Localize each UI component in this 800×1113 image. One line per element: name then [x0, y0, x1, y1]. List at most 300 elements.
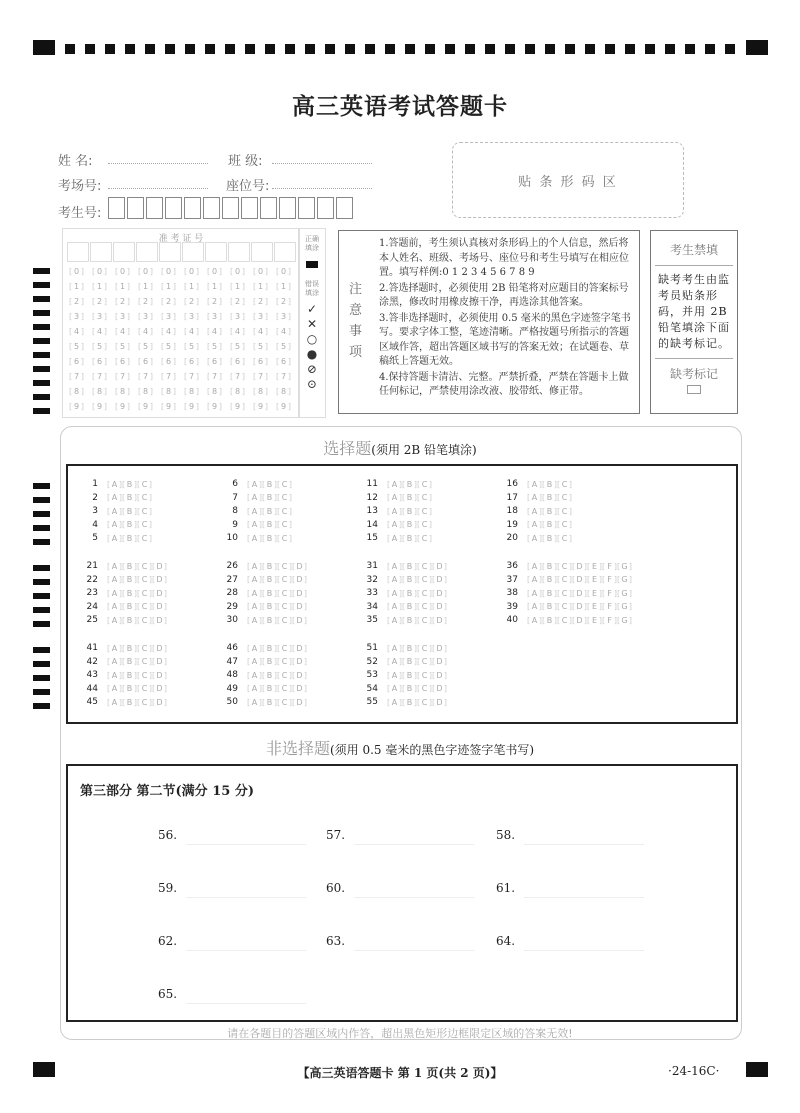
admission-digit-bubble[interactable]: [ 5 ] — [70, 342, 83, 352]
admission-digit-bubble[interactable]: [ 6 ] — [116, 357, 129, 367]
answer-option-bubble[interactable]: [ C ] — [278, 684, 291, 694]
answer-option-bubble[interactable]: [ A ] — [108, 493, 121, 503]
answer-option-bubble[interactable]: [ F ] — [603, 562, 616, 572]
admission-digit-bubble[interactable]: [ 9 ] — [116, 402, 129, 412]
answer-option-bubble[interactable]: [ C ] — [418, 562, 431, 572]
answer-option-bubble[interactable]: [ C ] — [278, 480, 291, 490]
admission-digit-bubble[interactable]: [ 5 ] — [231, 342, 244, 352]
answer-option-bubble[interactable]: [ A ] — [248, 562, 261, 572]
answer-option-bubble[interactable]: [ D ] — [433, 562, 446, 572]
answer-option-bubble[interactable]: [ C ] — [418, 616, 431, 626]
answer-option-bubble[interactable]: [ A ] — [248, 684, 261, 694]
admission-digit-bubble[interactable]: [ 5 ] — [208, 342, 221, 352]
fill-answer-line[interactable] — [354, 950, 474, 951]
answer-option-bubble[interactable]: [ A ] — [248, 589, 261, 599]
answer-option-bubble[interactable]: [ B ] — [123, 616, 136, 626]
answer-option-bubble[interactable]: [ B ] — [263, 493, 276, 503]
fill-answer-line[interactable] — [524, 950, 644, 951]
admission-digit-bubble[interactable]: [ 0 ] — [277, 267, 290, 277]
answer-option-bubble[interactable]: [ A ] — [528, 507, 541, 517]
admission-digit-bubble[interactable]: [ 6 ] — [231, 357, 244, 367]
answer-option-bubble[interactable]: [ D ] — [153, 657, 166, 667]
admission-digit-bubble[interactable]: [ 3 ] — [185, 312, 198, 322]
admission-digit-bubble[interactable]: [ 0 ] — [208, 267, 221, 277]
answer-option-bubble[interactable]: [ A ] — [388, 671, 401, 681]
answer-option-bubble[interactable]: [ F ] — [603, 589, 616, 599]
admission-digit-bubble[interactable]: [ 3 ] — [93, 312, 106, 322]
admission-digit-bubble[interactable]: [ 6 ] — [70, 357, 83, 367]
answer-option-bubble[interactable]: [ A ] — [388, 562, 401, 572]
answer-option-bubble[interactable]: [ A ] — [248, 575, 261, 585]
answer-option-bubble[interactable]: [ C ] — [418, 684, 431, 694]
admission-digit-bubble[interactable]: [ 4 ] — [185, 327, 198, 337]
answer-option-bubble[interactable]: [ B ] — [123, 507, 136, 517]
answer-option-bubble[interactable]: [ C ] — [278, 507, 291, 517]
admission-digit-bubble[interactable]: [ 5 ] — [93, 342, 106, 352]
answer-option-bubble[interactable]: [ A ] — [388, 480, 401, 490]
answer-option-bubble[interactable]: [ E ] — [588, 602, 601, 612]
answer-option-bubble[interactable]: [ B ] — [123, 602, 136, 612]
answer-option-bubble[interactable]: [ A ] — [388, 644, 401, 654]
answer-option-bubble[interactable]: [ C ] — [138, 534, 151, 544]
answer-option-bubble[interactable]: [ D ] — [293, 616, 306, 626]
answer-option-bubble[interactable]: [ C ] — [418, 644, 431, 654]
answer-option-bubble[interactable]: [ A ] — [248, 480, 261, 490]
answer-option-bubble[interactable]: [ G ] — [618, 562, 631, 572]
admission-digit-bubble[interactable]: [ 8 ] — [162, 387, 175, 397]
admission-digit-bubble[interactable]: [ 2 ] — [277, 297, 290, 307]
answer-option-bubble[interactable]: [ C ] — [138, 684, 151, 694]
answer-option-bubble[interactable]: [ D ] — [153, 575, 166, 585]
answer-option-bubble[interactable]: [ B ] — [263, 562, 276, 572]
answer-option-bubble[interactable]: [ A ] — [388, 493, 401, 503]
answer-option-bubble[interactable]: [ C ] — [138, 520, 151, 530]
answer-option-bubble[interactable]: [ C ] — [418, 698, 431, 708]
answer-option-bubble[interactable]: [ C ] — [418, 575, 431, 585]
absent-mark-bubble[interactable] — [687, 385, 701, 394]
answer-option-bubble[interactable]: [ A ] — [248, 698, 261, 708]
admission-digit-bubble[interactable]: [ 6 ] — [208, 357, 221, 367]
admission-digit-bubble[interactable]: [ 4 ] — [231, 327, 244, 337]
admission-digit-bubble[interactable]: [ 2 ] — [93, 297, 106, 307]
admission-digit-bubble[interactable]: [ 4 ] — [162, 327, 175, 337]
answer-option-bubble[interactable]: [ C ] — [558, 493, 571, 503]
answer-option-bubble[interactable]: [ A ] — [108, 575, 121, 585]
answer-option-bubble[interactable]: [ D ] — [433, 684, 446, 694]
answer-option-bubble[interactable]: [ D ] — [153, 616, 166, 626]
answer-option-bubble[interactable]: [ C ] — [278, 575, 291, 585]
answer-option-bubble[interactable]: [ C ] — [138, 671, 151, 681]
answer-option-bubble[interactable]: [ D ] — [573, 589, 586, 599]
answer-option-bubble[interactable]: [ D ] — [153, 671, 166, 681]
admission-digit-bubble[interactable]: [ 3 ] — [116, 312, 129, 322]
answer-option-bubble[interactable]: [ D ] — [153, 602, 166, 612]
admission-digit-bubble[interactable]: [ 7 ] — [139, 372, 152, 382]
answer-option-bubble[interactable]: [ C ] — [558, 520, 571, 530]
fill-answer-line[interactable] — [186, 844, 306, 845]
answer-option-bubble[interactable]: [ B ] — [263, 480, 276, 490]
answer-option-bubble[interactable]: [ D ] — [153, 589, 166, 599]
answer-option-bubble[interactable]: [ A ] — [528, 616, 541, 626]
answer-option-bubble[interactable]: [ B ] — [403, 602, 416, 612]
answer-option-bubble[interactable]: [ D ] — [293, 644, 306, 654]
answer-option-bubble[interactable]: [ C ] — [558, 534, 571, 544]
answer-option-bubble[interactable]: [ E ] — [588, 562, 601, 572]
exam-number-digit-box[interactable] — [127, 197, 144, 219]
exam-number-digit-box[interactable] — [317, 197, 334, 219]
exam-number-digit-box[interactable] — [222, 197, 239, 219]
admission-digit-bubble[interactable]: [ 5 ] — [185, 342, 198, 352]
answer-option-bubble[interactable]: [ B ] — [403, 644, 416, 654]
answer-option-bubble[interactable]: [ A ] — [108, 562, 121, 572]
admission-digit-bubble[interactable]: [ 1 ] — [277, 282, 290, 292]
answer-option-bubble[interactable]: [ D ] — [433, 698, 446, 708]
admission-digit-bubble[interactable]: [ 9 ] — [231, 402, 244, 412]
answer-option-bubble[interactable]: [ C ] — [418, 589, 431, 599]
admission-digit-bubble[interactable]: [ 7 ] — [231, 372, 244, 382]
answer-option-bubble[interactable]: [ C ] — [138, 562, 151, 572]
answer-option-bubble[interactable]: [ B ] — [263, 575, 276, 585]
admission-write-box[interactable] — [113, 242, 135, 262]
admission-digit-bubble[interactable]: [ 7 ] — [277, 372, 290, 382]
answer-option-bubble[interactable]: [ B ] — [263, 671, 276, 681]
answer-option-bubble[interactable]: [ C ] — [558, 602, 571, 612]
admission-digit-bubble[interactable]: [ 2 ] — [185, 297, 198, 307]
exam-number-digit-box[interactable] — [279, 197, 296, 219]
admission-digit-bubble[interactable]: [ 4 ] — [208, 327, 221, 337]
admission-digit-bubble[interactable]: [ 1 ] — [93, 282, 106, 292]
answer-option-bubble[interactable]: [ B ] — [123, 644, 136, 654]
admission-digit-bubble[interactable]: [ 7 ] — [70, 372, 83, 382]
fill-answer-line[interactable] — [524, 897, 644, 898]
answer-option-bubble[interactable]: [ D ] — [153, 562, 166, 572]
answer-option-bubble[interactable]: [ B ] — [403, 520, 416, 530]
answer-option-bubble[interactable]: [ A ] — [108, 534, 121, 544]
answer-option-bubble[interactable]: [ B ] — [263, 616, 276, 626]
answer-option-bubble[interactable]: [ B ] — [123, 534, 136, 544]
exam-number-boxes[interactable] — [108, 197, 358, 219]
answer-option-bubble[interactable]: [ F ] — [603, 616, 616, 626]
answer-option-bubble[interactable]: [ A ] — [528, 589, 541, 599]
answer-option-bubble[interactable]: [ A ] — [388, 575, 401, 585]
admission-digit-bubble[interactable]: [ 8 ] — [70, 387, 83, 397]
admission-digit-bubble[interactable]: [ 2 ] — [162, 297, 175, 307]
admission-digit-bubble[interactable]: [ 1 ] — [254, 282, 267, 292]
exam-number-digit-box[interactable] — [108, 197, 125, 219]
answer-option-bubble[interactable]: [ A ] — [108, 616, 121, 626]
answer-option-bubble[interactable]: [ A ] — [528, 480, 541, 490]
exam-number-digit-box[interactable] — [184, 197, 201, 219]
fill-answer-line[interactable] — [186, 897, 306, 898]
admission-write-box[interactable] — [274, 242, 296, 262]
answer-option-bubble[interactable]: [ C ] — [138, 602, 151, 612]
answer-option-bubble[interactable]: [ A ] — [528, 562, 541, 572]
answer-option-bubble[interactable]: [ A ] — [248, 507, 261, 517]
admission-digit-bubble[interactable]: [ 1 ] — [116, 282, 129, 292]
answer-option-bubble[interactable]: [ D ] — [293, 671, 306, 681]
answer-option-bubble[interactable]: [ B ] — [403, 562, 416, 572]
admission-digit-bubble[interactable]: [ 0 ] — [70, 267, 83, 277]
answer-option-bubble[interactable]: [ B ] — [263, 507, 276, 517]
answer-option-bubble[interactable]: [ B ] — [543, 602, 556, 612]
answer-option-bubble[interactable]: [ B ] — [263, 684, 276, 694]
admission-digit-bubble[interactable]: [ 7 ] — [162, 372, 175, 382]
answer-option-bubble[interactable]: [ A ] — [108, 657, 121, 667]
answer-option-bubble[interactable]: [ B ] — [123, 480, 136, 490]
answer-option-bubble[interactable]: [ B ] — [403, 575, 416, 585]
answer-option-bubble[interactable]: [ C ] — [138, 575, 151, 585]
answer-option-bubble[interactable]: [ C ] — [418, 493, 431, 503]
answer-option-bubble[interactable]: [ D ] — [153, 698, 166, 708]
answer-option-bubble[interactable]: [ C ] — [278, 671, 291, 681]
answer-option-bubble[interactable]: [ C ] — [418, 671, 431, 681]
answer-option-bubble[interactable]: [ B ] — [263, 520, 276, 530]
admission-digit-bubble[interactable]: [ 1 ] — [139, 282, 152, 292]
admission-digit-bubble[interactable]: [ 3 ] — [70, 312, 83, 322]
answer-option-bubble[interactable]: [ B ] — [403, 507, 416, 517]
exam-number-digit-box[interactable] — [260, 197, 277, 219]
answer-option-bubble[interactable]: [ B ] — [263, 589, 276, 599]
answer-option-bubble[interactable]: [ D ] — [293, 589, 306, 599]
admission-write-box[interactable] — [228, 242, 250, 262]
admission-digit-bubble[interactable]: [ 9 ] — [277, 402, 290, 412]
answer-option-bubble[interactable]: [ C ] — [278, 698, 291, 708]
admission-write-box[interactable] — [136, 242, 158, 262]
answer-option-bubble[interactable]: [ A ] — [388, 602, 401, 612]
admission-digit-bubble[interactable]: [ 5 ] — [139, 342, 152, 352]
answer-option-bubble[interactable]: [ D ] — [433, 602, 446, 612]
nonchoice-answer-area[interactable] — [66, 764, 738, 1022]
admission-digit-bubble[interactable]: [ 8 ] — [208, 387, 221, 397]
admission-digit-bubble[interactable]: [ 0 ] — [93, 267, 106, 277]
admission-digit-bubble[interactable]: [ 6 ] — [185, 357, 198, 367]
answer-option-bubble[interactable]: [ B ] — [543, 562, 556, 572]
admission-digit-bubble[interactable]: [ 0 ] — [139, 267, 152, 277]
admission-digit-bubble[interactable]: [ 9 ] — [93, 402, 106, 412]
answer-option-bubble[interactable]: [ D ] — [433, 657, 446, 667]
answer-option-bubble[interactable]: [ E ] — [588, 575, 601, 585]
admission-write-box[interactable] — [90, 242, 112, 262]
admission-digit-bubble[interactable]: [ 0 ] — [116, 267, 129, 277]
answer-option-bubble[interactable]: [ C ] — [418, 480, 431, 490]
admission-digit-bubble[interactable]: [ 4 ] — [139, 327, 152, 337]
answer-option-bubble[interactable]: [ A ] — [528, 493, 541, 503]
answer-option-bubble[interactable]: [ C ] — [418, 534, 431, 544]
answer-option-bubble[interactable]: [ C ] — [558, 507, 571, 517]
admission-digit-bubble[interactable]: [ 2 ] — [208, 297, 221, 307]
answer-option-bubble[interactable]: [ A ] — [108, 507, 121, 517]
admission-digit-bubble[interactable]: [ 4 ] — [93, 327, 106, 337]
answer-option-bubble[interactable]: [ D ] — [433, 589, 446, 599]
admission-digit-bubble[interactable]: [ 4 ] — [116, 327, 129, 337]
answer-option-bubble[interactable]: [ B ] — [543, 616, 556, 626]
admission-digit-bubble[interactable]: [ 3 ] — [231, 312, 244, 322]
answer-option-bubble[interactable]: [ B ] — [543, 534, 556, 544]
answer-option-bubble[interactable]: [ B ] — [263, 657, 276, 667]
admission-digit-bubble[interactable]: [ 5 ] — [254, 342, 267, 352]
admission-digit-bubble[interactable]: [ 6 ] — [139, 357, 152, 367]
exam-number-digit-box[interactable] — [165, 197, 182, 219]
answer-option-bubble[interactable]: [ D ] — [573, 602, 586, 612]
answer-option-bubble[interactable]: [ C ] — [138, 507, 151, 517]
answer-option-bubble[interactable]: [ C ] — [418, 507, 431, 517]
admission-digit-bubble[interactable]: [ 1 ] — [185, 282, 198, 292]
answer-option-bubble[interactable]: [ B ] — [403, 671, 416, 681]
answer-option-bubble[interactable]: [ C ] — [278, 520, 291, 530]
answer-option-bubble[interactable]: [ B ] — [543, 520, 556, 530]
answer-option-bubble[interactable]: [ A ] — [248, 616, 261, 626]
answer-option-bubble[interactable]: [ A ] — [388, 698, 401, 708]
answer-option-bubble[interactable]: [ B ] — [403, 493, 416, 503]
answer-option-bubble[interactable]: [ C ] — [138, 644, 151, 654]
admission-digit-bubble[interactable]: [ 1 ] — [231, 282, 244, 292]
admission-digit-bubble[interactable]: [ 5 ] — [277, 342, 290, 352]
answer-option-bubble[interactable]: [ B ] — [403, 616, 416, 626]
answer-option-bubble[interactable]: [ B ] — [263, 644, 276, 654]
admission-digit-bubble[interactable]: [ 3 ] — [139, 312, 152, 322]
answer-option-bubble[interactable]: [ B ] — [123, 684, 136, 694]
admission-digit-bubble[interactable]: [ 7 ] — [254, 372, 267, 382]
answer-option-bubble[interactable]: [ A ] — [108, 644, 121, 654]
answer-option-bubble[interactable]: [ A ] — [528, 575, 541, 585]
answer-option-bubble[interactable]: [ E ] — [588, 616, 601, 626]
answer-option-bubble[interactable]: [ D ] — [433, 575, 446, 585]
admission-digit-bubble[interactable]: [ 9 ] — [139, 402, 152, 412]
admission-digit-bubble[interactable]: [ 7 ] — [93, 372, 106, 382]
answer-option-bubble[interactable]: [ C ] — [138, 480, 151, 490]
admission-digit-bubble[interactable]: [ 9 ] — [162, 402, 175, 412]
admission-digit-bubble[interactable]: [ 9 ] — [254, 402, 267, 412]
answer-option-bubble[interactable]: [ D ] — [293, 698, 306, 708]
admission-digit-bubble[interactable]: [ 1 ] — [208, 282, 221, 292]
answer-option-bubble[interactable]: [ A ] — [528, 602, 541, 612]
answer-option-bubble[interactable]: [ C ] — [138, 589, 151, 599]
answer-option-bubble[interactable]: [ B ] — [543, 507, 556, 517]
admission-write-box[interactable] — [205, 242, 227, 262]
answer-option-bubble[interactable]: [ D ] — [433, 671, 446, 681]
answer-option-bubble[interactable]: [ C ] — [418, 602, 431, 612]
admission-digit-bubble[interactable]: [ 0 ] — [254, 267, 267, 277]
answer-option-bubble[interactable]: [ A ] — [108, 589, 121, 599]
answer-option-bubble[interactable]: [ C ] — [418, 657, 431, 667]
admission-digit-bubble[interactable]: [ 4 ] — [70, 327, 83, 337]
exam-number-digit-box[interactable] — [298, 197, 315, 219]
answer-option-bubble[interactable]: [ D ] — [433, 616, 446, 626]
answer-option-bubble[interactable]: [ G ] — [618, 616, 631, 626]
answer-option-bubble[interactable]: [ C ] — [558, 480, 571, 490]
answer-option-bubble[interactable]: [ A ] — [388, 684, 401, 694]
answer-option-bubble[interactable]: [ D ] — [293, 562, 306, 572]
answer-option-bubble[interactable]: [ G ] — [618, 602, 631, 612]
fill-answer-line[interactable] — [186, 950, 306, 951]
answer-option-bubble[interactable]: [ F ] — [603, 575, 616, 585]
answer-option-bubble[interactable]: [ B ] — [123, 698, 136, 708]
answer-option-bubble[interactable]: [ G ] — [618, 589, 631, 599]
admission-digit-bubble[interactable]: [ 6 ] — [162, 357, 175, 367]
answer-option-bubble[interactable]: [ C ] — [278, 616, 291, 626]
admission-digit-bubble[interactable]: [ 6 ] — [254, 357, 267, 367]
answer-option-bubble[interactable]: [ A ] — [388, 657, 401, 667]
answer-option-bubble[interactable]: [ C ] — [418, 520, 431, 530]
answer-option-bubble[interactable]: [ D ] — [153, 644, 166, 654]
exam-number-digit-box[interactable] — [203, 197, 220, 219]
admission-digit-bubble[interactable]: [ 9 ] — [185, 402, 198, 412]
fill-answer-line[interactable] — [354, 844, 474, 845]
exam-number-digit-box[interactable] — [336, 197, 353, 219]
exam-number-digit-box[interactable] — [241, 197, 258, 219]
admission-digit-bubble[interactable]: [ 3 ] — [277, 312, 290, 322]
answer-option-bubble[interactable]: [ A ] — [388, 616, 401, 626]
admission-digit-bubble[interactable]: [ 1 ] — [162, 282, 175, 292]
answer-option-bubble[interactable]: [ A ] — [108, 684, 121, 694]
answer-option-bubble[interactable]: [ A ] — [108, 480, 121, 490]
answer-option-bubble[interactable]: [ B ] — [263, 534, 276, 544]
answer-option-bubble[interactable]: [ B ] — [123, 493, 136, 503]
admission-digit-bubble[interactable]: [ 0 ] — [231, 267, 244, 277]
answer-option-bubble[interactable]: [ A ] — [108, 671, 121, 681]
answer-option-bubble[interactable]: [ C ] — [278, 493, 291, 503]
admission-digit-bubble[interactable]: [ 6 ] — [277, 357, 290, 367]
answer-option-bubble[interactable]: [ A ] — [248, 657, 261, 667]
answer-option-bubble[interactable]: [ C ] — [278, 657, 291, 667]
answer-option-bubble[interactable]: [ A ] — [528, 534, 541, 544]
admission-digit-bubble[interactable]: [ 3 ] — [162, 312, 175, 322]
admission-digit-bubble[interactable]: [ 7 ] — [185, 372, 198, 382]
answer-option-bubble[interactable]: [ B ] — [263, 602, 276, 612]
answer-option-bubble[interactable]: [ C ] — [138, 657, 151, 667]
answer-option-bubble[interactable]: [ C ] — [278, 644, 291, 654]
admission-digit-bubble[interactable]: [ 8 ] — [185, 387, 198, 397]
answer-option-bubble[interactable]: [ C ] — [278, 602, 291, 612]
answer-option-bubble[interactable]: [ B ] — [543, 589, 556, 599]
admission-digit-bubble[interactable]: [ 8 ] — [231, 387, 244, 397]
answer-option-bubble[interactable]: [ A ] — [248, 493, 261, 503]
admission-digit-bubble[interactable]: [ 7 ] — [208, 372, 221, 382]
admission-digit-bubble[interactable]: [ 5 ] — [162, 342, 175, 352]
admission-digit-bubble[interactable]: [ 4 ] — [254, 327, 267, 337]
answer-option-bubble[interactable]: [ C ] — [138, 616, 151, 626]
admission-digit-bubble[interactable]: [ 2 ] — [116, 297, 129, 307]
answer-option-bubble[interactable]: [ B ] — [123, 575, 136, 585]
answer-option-bubble[interactable]: [ D ] — [293, 657, 306, 667]
admission-digit-bubble[interactable]: [ 4 ] — [277, 327, 290, 337]
answer-option-bubble[interactable]: [ B ] — [123, 562, 136, 572]
admission-digit-bubble[interactable]: [ 2 ] — [231, 297, 244, 307]
admission-digit-bubble[interactable]: [ 0 ] — [162, 267, 175, 277]
answer-option-bubble[interactable]: [ B ] — [123, 520, 136, 530]
answer-option-bubble[interactable]: [ B ] — [263, 698, 276, 708]
answer-option-bubble[interactable]: [ C ] — [558, 562, 571, 572]
answer-option-bubble[interactable]: [ A ] — [248, 671, 261, 681]
answer-option-bubble[interactable]: [ D ] — [433, 644, 446, 654]
admission-digit-bubble[interactable]: [ 5 ] — [116, 342, 129, 352]
admission-digit-bubble[interactable]: [ 2 ] — [254, 297, 267, 307]
answer-option-bubble[interactable]: [ B ] — [543, 493, 556, 503]
answer-option-bubble[interactable]: [ C ] — [558, 589, 571, 599]
answer-option-bubble[interactable]: [ E ] — [588, 589, 601, 599]
answer-option-bubble[interactable]: [ D ] — [573, 562, 586, 572]
answer-option-bubble[interactable]: [ C ] — [558, 575, 571, 585]
answer-option-bubble[interactable]: [ A ] — [108, 698, 121, 708]
admission-digit-bubble[interactable]: [ 6 ] — [93, 357, 106, 367]
answer-option-bubble[interactable]: [ D ] — [293, 575, 306, 585]
admission-digit-bubble[interactable]: [ 7 ] — [116, 372, 129, 382]
admission-digit-bubble[interactable]: [ 1 ] — [70, 282, 83, 292]
answer-option-bubble[interactable]: [ G ] — [618, 575, 631, 585]
admission-digit-bubble[interactable]: [ 2 ] — [139, 297, 152, 307]
admission-number-grid[interactable] — [62, 228, 300, 418]
admission-digit-bubble[interactable]: [ 8 ] — [93, 387, 106, 397]
